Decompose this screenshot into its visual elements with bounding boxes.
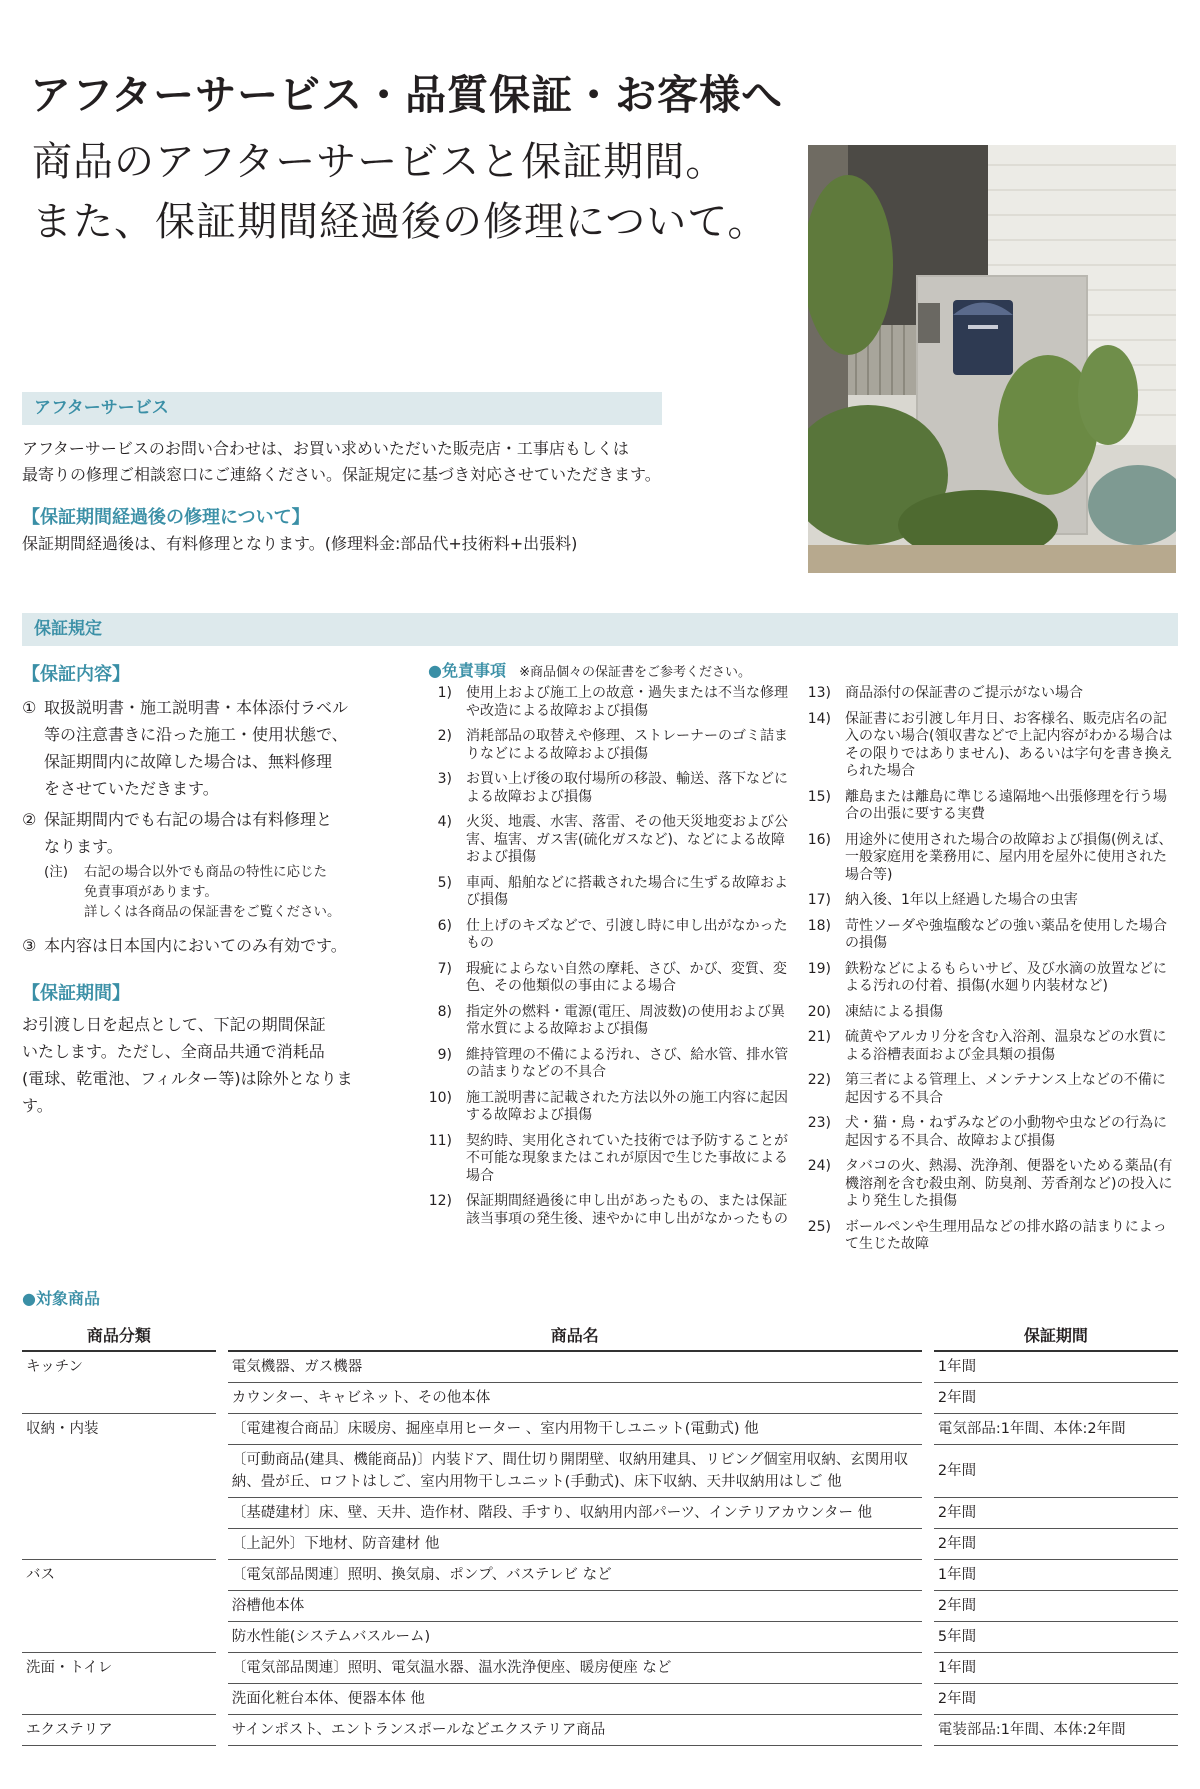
item-marker: ① (22, 698, 37, 717)
exemption-number: 18) (807, 917, 831, 934)
warranty-heading: 保証規定 (22, 613, 1178, 646)
category-cell: バス (22, 1560, 216, 1653)
column-gap (922, 1591, 934, 1622)
exemption-item (418, 1193, 794, 1228)
exemption-item (797, 711, 1178, 781)
exterior-photo (808, 145, 1176, 573)
column-gap (922, 1653, 934, 1684)
product-name-cell: 〔電気部品関連〕照明、換気扇、ポンプ、バステレビ など (228, 1560, 922, 1591)
item-marker: ③ (22, 936, 37, 955)
column-header-name: 商品名 (228, 1318, 922, 1351)
exemption-item (418, 814, 794, 867)
category-cell: 洗面・トイレ (22, 1653, 216, 1715)
category-cell: 収納・内装 (22, 1414, 216, 1560)
exemptions-header (428, 658, 751, 681)
column-gap (922, 1383, 934, 1414)
column-gap (922, 1445, 934, 1498)
after-service-line-2: 最寄りの修理ご相談窓口にご連絡ください。保証規定に基づき対応させていただきます。 (22, 465, 661, 484)
warranty-period-text (22, 1011, 372, 1119)
exemptions-note: ※商品個々の保証書をご参考ください。 (519, 665, 751, 680)
product-name-cell: カウンター、キャビネット、その他本体 (228, 1383, 922, 1414)
exemptions-heading: ●免責事項 (428, 661, 506, 680)
exemption-item (418, 685, 794, 720)
exemption-number: 9) (437, 1046, 452, 1063)
exemption-number: 13) (807, 685, 831, 701)
warranty-period-cell: 2年間 (934, 1498, 1178, 1529)
item-line: なります。 (44, 837, 123, 856)
exemption-item (797, 1219, 1178, 1254)
item-line: 等の注意書きに沿った施工・使用状態で、 (44, 725, 348, 744)
repair-heading: 【保証期間経過後の修理について】 (22, 507, 310, 528)
sign-post-photo-illustration (808, 145, 1176, 573)
exemptions-list-right (797, 685, 1178, 1262)
product-name-cell: 〔基礎建材〕床、壁、天井、造作材、階段、手すり、収納用内部パーツ、インテリアカウンター 他 (228, 1498, 922, 1529)
warranty-period-cell: 2年間 (934, 1529, 1178, 1560)
exemption-number: 6) (437, 917, 452, 934)
exemption-item (797, 892, 1178, 910)
warranty-period-cell: 2年間 (934, 1591, 1178, 1622)
product-name-cell: 〔可動商品(建具、機能商品)〕内装ドア、間仕切り開閉壁、収納用建具、リビング個室用収納、玄関用収納、畳が丘、ロフトはしご、室内用物干しユニット(手動式)、床下収納、天井収納用はしご 他 (228, 1445, 922, 1498)
exemption-text: ボールペンや生理用品などの排水路の詰まりによって生じた故障 (845, 1218, 1167, 1252)
product-name-cell: 防水性能(システムバスルーム) (228, 1622, 922, 1653)
exemption-text: 用途外に使用された場合の故障および損傷(例えば、一般家庭用を業務用に、屋内用を屋外に使用された場合等) (845, 831, 1173, 883)
exemption-text: 契約時、実用化されていた技術では予防することが不可能な現象またはこれが原因で生じた事故による場合 (466, 1132, 788, 1184)
category-cell: キッチン (22, 1351, 216, 1414)
exemption-item (797, 1115, 1178, 1150)
table-row (22, 1351, 1178, 1383)
repair-text: 保証期間経過後は、有料修理となります。(修理料金:部品代+技術料+出張料) (22, 534, 578, 553)
exemption-number: 15) (807, 788, 831, 805)
exemption-number: 14) (807, 710, 831, 727)
column-gap (216, 1529, 228, 1560)
products-heading: ●対象商品 (22, 1289, 100, 1308)
note-line: 詳しくは各商品の保証書をご覧ください。 (84, 904, 341, 920)
exemption-item (418, 728, 794, 763)
column-gap (216, 1498, 228, 1529)
exemption-text: 納入後、1年以上経過した場合の虫害 (845, 892, 1078, 908)
column-gap (922, 1414, 934, 1445)
exemption-text: 使用上および施工上の故意・過失または不当な修理や改造による故障および損傷 (466, 685, 788, 719)
warranty-content-heading: 【保証内容】 (22, 664, 130, 685)
product-name-cell: 〔電建複合商品〕床暖房、掘座卓用ヒーター 、室内用物干しユニット(電動式) 他 (228, 1414, 922, 1445)
exemption-text: 施工説明書に記載された方法以外の施工内容に起因する故障および損傷 (466, 1089, 788, 1123)
warranty-period-cell: 電気部品:1年間、本体:2年間 (934, 1414, 1178, 1445)
column-gap (922, 1715, 934, 1746)
exemption-number: 5) (437, 874, 452, 891)
note-marker: (注) (44, 864, 69, 880)
item-line: 取扱説明書・施工説明書・本体添付ラベル (44, 698, 349, 717)
exemption-text: 鉄粉などによるもらいサビ、及び水滴の放置などによる汚れの付着、損傷(水廻り内装材など) (845, 960, 1167, 994)
exemption-number: 19) (807, 960, 831, 977)
item-line: 本内容は日本国内においてのみ有効です。 (44, 936, 347, 955)
period-line: (電球、乾電池、フィルター等)は除外となります。 (22, 1069, 353, 1115)
table-row (22, 1560, 1178, 1591)
column-gap (922, 1318, 934, 1351)
exemption-number: 23) (807, 1115, 831, 1131)
column-header-period: 保証期間 (934, 1318, 1178, 1351)
warranty-content (22, 660, 372, 1119)
exemption-number: 3) (437, 771, 452, 787)
exemption-number: 25) (807, 1218, 831, 1235)
table-row (22, 1653, 1178, 1684)
exemption-item (418, 1004, 794, 1039)
table-header-row (22, 1318, 1178, 1351)
exemption-item (797, 918, 1178, 953)
column-gap (216, 1622, 228, 1653)
column-gap (216, 1653, 228, 1684)
product-name-cell: 浴槽他本体 (228, 1591, 922, 1622)
exemption-item (797, 832, 1178, 885)
page-title: アフターサービス・品質保証・お客様へ (30, 71, 784, 119)
exemption-item (418, 1047, 794, 1082)
category-cell: エクステリア (22, 1715, 216, 1746)
headline-line-1: 商品のアフターサービスと保証期間。 (32, 139, 727, 185)
exemption-text: 商品添付の保証書のご提示がない場合 (845, 685, 1083, 701)
after-service-heading: アフターサービス (22, 392, 662, 425)
warranty-period-cell: 1年間 (934, 1351, 1178, 1383)
warranty-period-cell: 2年間 (934, 1445, 1178, 1498)
product-name-cell: 電気機器、ガス機器 (228, 1351, 922, 1383)
exemption-item (797, 1072, 1178, 1107)
column-gap (922, 1560, 934, 1591)
exemption-text: 保証期間経過後に申し出があったもの、または保証該当事項の発生後、速やかに申し出がなかったもの (466, 1193, 788, 1227)
product-name-cell: 洗面化粧台本体、便器本体 他 (228, 1684, 922, 1715)
exemption-number: 17) (807, 892, 831, 908)
products-table (22, 1318, 1178, 1746)
exemption-item (797, 685, 1178, 703)
exemption-text: 消耗部品の取替えや修理、ストレーナーのゴミ詰まりなどによる故障および損傷 (466, 728, 788, 762)
exemption-number: 20) (807, 1003, 831, 1020)
exemption-text: 離島または離島に準じる遠隔地へ出張修理を行う場合の出張に要する実費 (845, 788, 1167, 822)
exemption-item (418, 961, 794, 996)
exemption-text: 第三者による管理上、メンテナンス上などの不備に起因する不具合 (845, 1072, 1166, 1106)
column-gap (922, 1622, 934, 1653)
product-name-cell: 〔上記外〕下地材、防音建材 他 (228, 1529, 922, 1560)
exemption-number: 16) (807, 831, 831, 848)
exemption-number: 2) (437, 728, 452, 744)
warranty-period-heading: 【保証期間】 (22, 983, 130, 1004)
warranty-period-cell: 1年間 (934, 1560, 1178, 1591)
column-gap (216, 1445, 228, 1498)
exemption-text: 火災、地震、水害、落雷、その他天災地変および公害、塩害、ガス害(硫化ガスなど)、などによる故障および損傷 (466, 814, 788, 865)
column-gap (216, 1318, 228, 1351)
column-gap (922, 1498, 934, 1529)
item-marker: ② (22, 810, 37, 829)
exemption-text: 指定外の燃料・電源(電圧、周波数)の使用および異常水質による故障および損傷 (466, 1003, 785, 1037)
column-gap (216, 1383, 228, 1414)
column-gap (922, 1529, 934, 1560)
after-service-text (22, 436, 722, 488)
exemption-text: 硫黄やアルカリ分を含む入浴剤、温泉などの水質による浴槽表面および金具類の損傷 (845, 1029, 1167, 1063)
column-gap (216, 1560, 228, 1591)
after-service-line-1: アフターサービスのお問い合わせは、お買い求めいただいた販売店・工事店もしくは (22, 439, 629, 458)
exemption-item (418, 1090, 794, 1125)
column-gap (216, 1715, 228, 1746)
period-line: お引渡し日を起点として、下記の期間保証 (22, 1015, 326, 1034)
product-name-cell: 〔電気部品関連〕照明、電気温水器、温水洗浄便座、暖房便座 など (228, 1653, 922, 1684)
column-header-category: 商品分類 (22, 1318, 216, 1351)
exemption-item (797, 789, 1178, 824)
exemption-item (418, 771, 794, 806)
exemption-item (418, 1133, 794, 1186)
warranty-period-cell: 5年間 (934, 1622, 1178, 1653)
column-gap (216, 1414, 228, 1445)
exemption-text: 保証書にお引渡し年月日、お客様名、販売店名の記入のない場合(領収書などで上記内容がわかる場合はその限りではありません)、あるいは字句を書き換えられた場合 (845, 710, 1173, 779)
exemption-text: タバコの火、熱湯、洗浄剤、便器をいためる薬品(有機溶剤を含む殺虫剤、防臭剤、芳香剤など)の投入により発生した損傷 (845, 1158, 1173, 1209)
column-gap (216, 1351, 228, 1383)
headline (32, 132, 768, 252)
warranty-period-cell: 2年間 (934, 1383, 1178, 1414)
exemptions-list-left (418, 685, 794, 1236)
exemption-item (797, 961, 1178, 996)
item-line: をさせていただきます。 (44, 779, 219, 798)
exemption-number: 21) (807, 1029, 831, 1045)
exemption-text: 凍結による損傷 (845, 1003, 943, 1020)
exemption-number: 7) (437, 960, 452, 977)
note-line: 右記の場合以外でも商品の特性に応じた (84, 864, 327, 880)
exemption-text: 車両、船舶などに搭載された場合に生ずる故障および損傷 (466, 874, 788, 908)
exemption-number: 12) (428, 1193, 452, 1209)
period-line: いたします。ただし、全商品共通で消耗品 (22, 1042, 325, 1061)
exemption-text: お買い上げ後の取付場所の移設、輸送、落下などによる故障および損傷 (466, 771, 788, 805)
table-row (22, 1715, 1178, 1746)
table-row (22, 1414, 1178, 1445)
item-line: 保証期間内に故障した場合は、無料修理 (44, 752, 333, 771)
warranty-period-cell: 2年間 (934, 1684, 1178, 1715)
exemption-item (797, 1158, 1178, 1211)
exemption-item (418, 918, 794, 953)
warranty-item-2 (22, 806, 372, 860)
exemption-item (797, 1004, 1178, 1022)
note-line: 免責事項があります。 (84, 884, 218, 900)
product-name-cell: サインポスト、エントランスポールなどエクステリア商品 (228, 1715, 922, 1746)
exemption-number: 1) (437, 685, 452, 701)
headline-line-2: また、保証期間経過後の修理について。 (32, 199, 769, 245)
exemption-number: 22) (807, 1072, 831, 1088)
exemption-number: 24) (807, 1158, 831, 1174)
exemption-text: 仕上げのキズなどで、引渡し時に申し出がなかったもの (466, 917, 788, 951)
exemption-text: 維持管理の不備による汚れ、さび、給水管、排水管の詰まりなどの不具合 (466, 1046, 789, 1080)
warranty-note (22, 862, 372, 922)
exemption-number: 10) (428, 1089, 452, 1106)
exemption-text: 犬・猫・鳥・ねずみなどの小動物や虫などの行為に起因する不具合、故障および損傷 (845, 1115, 1167, 1149)
exemption-number: 4) (437, 814, 452, 830)
column-gap (922, 1684, 934, 1715)
exemption-text: 瑕疵によらない自然の摩耗、さび、かび、変質、変色、その他類似の事由による場合 (466, 960, 787, 994)
item-line: 保証期間内でも右記の場合は有料修理と (44, 810, 333, 829)
exemption-item (418, 875, 794, 910)
exemption-number: 11) (428, 1132, 452, 1149)
warranty-item-1 (22, 694, 372, 802)
exemption-text: 苛性ソーダや強塩酸などの強い薬品を使用した場合の損傷 (845, 917, 1167, 951)
column-gap (216, 1591, 228, 1622)
warranty-period-cell: 1年間 (934, 1653, 1178, 1684)
column-gap (216, 1684, 228, 1715)
warranty-item-3 (22, 932, 372, 959)
column-gap (922, 1351, 934, 1383)
warranty-period-cell: 電装部品:1年間、本体:2年間 (934, 1715, 1178, 1746)
exemption-item (797, 1029, 1178, 1064)
exemption-number: 8) (437, 1003, 452, 1020)
